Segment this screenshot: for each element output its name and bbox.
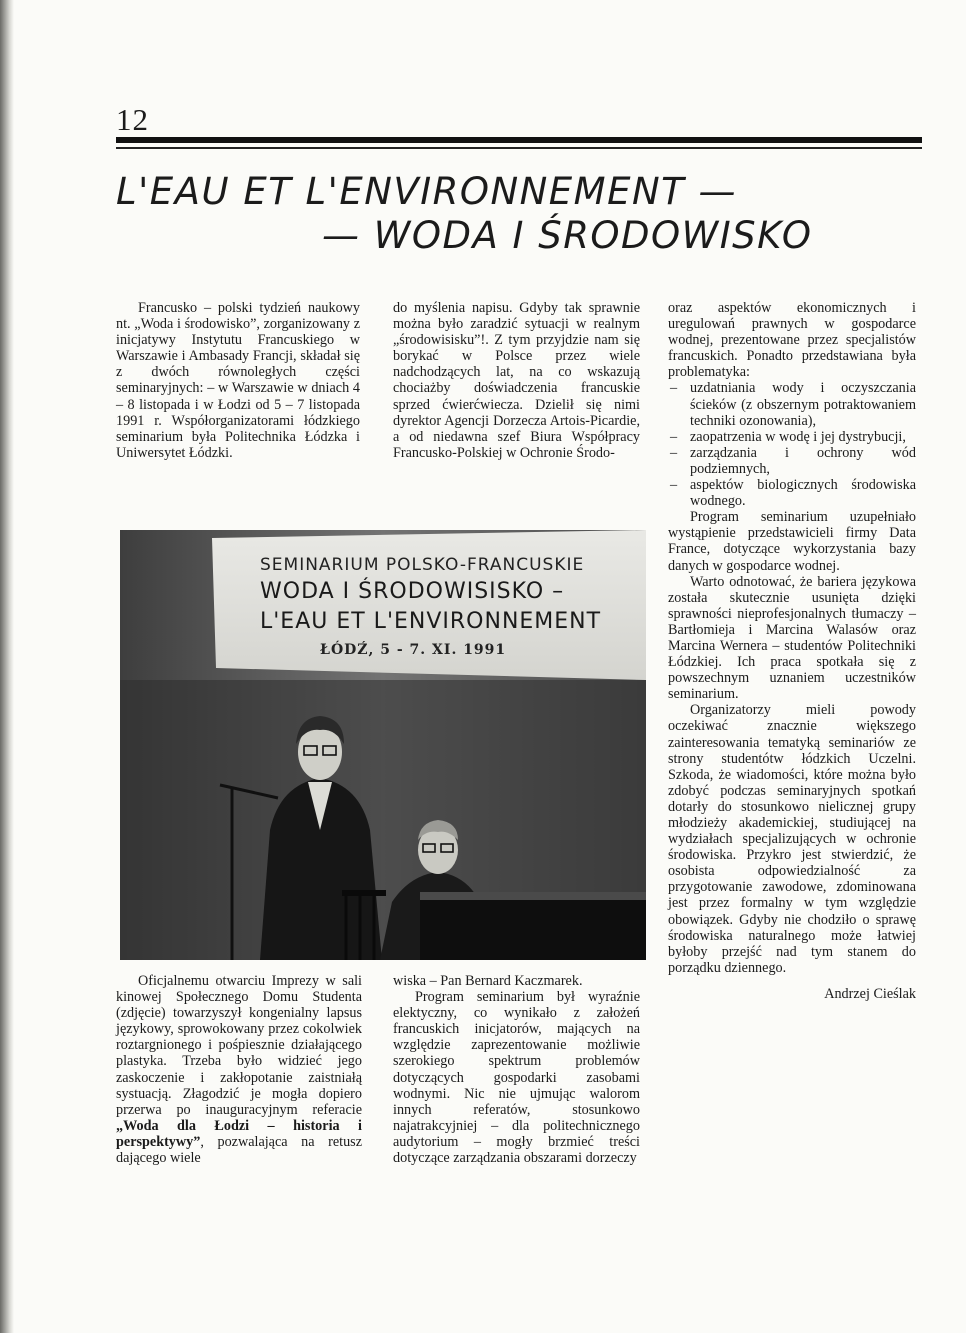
article-title-line-1: L'EAU ET L'ENVIRONNEMENT — — [116, 170, 738, 213]
presenter-table — [420, 892, 646, 960]
header-rule-thick — [116, 137, 922, 143]
author-signature: Andrzej Cieślak — [824, 985, 916, 1002]
paragraph: Program seminarium był wyraźnie elektyczny, co wynikało z założeń francuskich inicjatorów, mających na względzie zaprezentowanie możliwie szerokiego spektrum problemów dotyczących gospodarki zasobami wodnymi. Nic nie ujmując walorom innych referatów, stosunkowo najatrakcyjniej – dla politechnicznego audytorium – mogły brzmieć treści dotyczące zarządzania obszarami dorzeczy — [393, 989, 640, 1167]
column-1-top — [116, 300, 360, 461]
paragraph: Program seminarium uzupełniało wystąpienie przedstawicieli firmy Data France, dotyczące wykorzystania bazy danych w gospodarce wodnej. — [668, 509, 916, 574]
paragraph: wiska – Pan Bernard Kaczmarek. — [393, 973, 583, 989]
list-item: – zaopatrzenia w wodę i jej dystrybucji, — [668, 429, 916, 445]
paragraph-text: , pozwalająca na retusz dającego wiele — [116, 1133, 362, 1167]
banner-line-2: WODA I ŚRODOWISISKO – — [260, 579, 565, 604]
paragraph — [116, 973, 362, 1166]
column-2-bottom — [393, 973, 640, 1166]
list-item: – uzdatniania wody i oczyszczania ścieków (z obszernym potraktowaniem techniki ozonowania), — [668, 380, 916, 428]
paragraph: do myślenia napisu. Gdyby tak sprawnie można było zaradzić sytuacji w realnym „środowisisku”!. Z tym przyjdzie nam się borykać w Polsce przez wiele nadchodzących lat, na co wskazują chociażby doświadczenia francuskie sprzed ćwierćwiecza. Dzielił się nimi dyrektor Agencji Dorzecza Artois-Picardie, a od niedawna szef Biura Współpracy Francusko-Polskiej w Ochronie Środo- — [393, 300, 640, 461]
paragraph: oraz aspektów ekonomicznych i uregulowań prawnych w gospodarce wodnej, prezentowane przez specjalistów francuskich. Ponadto przedstawiana była problematyka: — [668, 300, 916, 381]
banner-line-3: L'EAU ET L'ENVIRONNEMENT — [260, 609, 602, 634]
list-item: – zarządzania i ochrony wód podziemnych, — [668, 445, 916, 477]
paragraph: Francusko – polski tydzień naukowy nt. „Woda i środowisko”, zorganizowany z inicjatywy Instytutu Francuskiego w Warszawie i Ambasady Francji, składał się z dwóch równoległych części seminaryjnych: – w Warszawie w dniach 4 – 8 listopada i w Łodzi od 5 – 7 listopada 1991 r. Współorganizatorami łódzkiego seminarium była Politechnika Łódzka i Uniwersytet Łódzki. — [116, 300, 360, 461]
banner-line-4: ŁÓDŹ, 5 - 7. XI. 1991 — [320, 642, 507, 658]
column-3 — [668, 300, 916, 1002]
article-title-line-2: — WODA I ŚRODOWISKO — [322, 214, 813, 257]
scan-edge-shadow — [0, 0, 14, 1333]
header-rule-thin — [116, 147, 922, 149]
topics-list — [668, 380, 916, 509]
column-1-bottom — [116, 973, 362, 1166]
paragraph: Warto odnotować, że bariera językowa została skutecznie usunięta dzięki sprawności nieprofesjonalnych tłumaczy – Bartłomieja i Marcina Walasów oraz Marcina Wernera – studentów Politechniki Łódzkiej. Ich praca spotkała się z powszechnym uznaniem uczestników seminarium. — [668, 573, 916, 703]
seminar-photo — [120, 530, 646, 960]
list-item: – aspektów biologicznych środowiska wodnego. — [668, 477, 916, 509]
paragraph: Organizatorzy mieli powody oczekiwać znacznie większego zainteresowania tematyką seminariów ze strony studentótw łódzkich Uczelni. Szkoda, że wiadomości, które można było zdobyć podczas seminaryjnych spotkań dotarły do stosunkowo nielicznej grupy młodzieży akademickiej, studiującej na wydziałach specjalizujących w ochronie środowiska. Przykro jest stwierdzić, że osobista odpowiedzialność za przygotowanie zawodowe, zdominowana jest przez formalny w tym względzie obowiązek. Gdyby nie chodziło o sprawę środowiska naturalnego może łatwiej byłoby przejść nad tym stanem do porządku dziennego. — [668, 702, 916, 976]
column-2-top — [393, 300, 640, 461]
banner-line-1: SEMINARIUM POLSKO-FRANCUSKIE — [260, 555, 585, 575]
paragraph-text: Oficjalnemu otwarciu Imprezy w sali kinowej Społecznego Domu Studenta (zdjęcie) towarzyszył kongenialny lapsus językowy, sprowokowany przez cokolwiek roztargnionego i pośpiesznie działającego plastyka. Trzeba było widzieć jego zaskoczenie i zakłopotanie zaistniałą systuacją. Złagodzić je mogła dopiero przerwa po inauguracyjnym referacie — [116, 973, 362, 1118]
page-number: 12 — [116, 102, 149, 137]
seminar-photo-illustration — [120, 530, 646, 960]
lecture-title: „Woda dla Łodzi – historia i perspektywy” — [116, 1117, 362, 1150]
